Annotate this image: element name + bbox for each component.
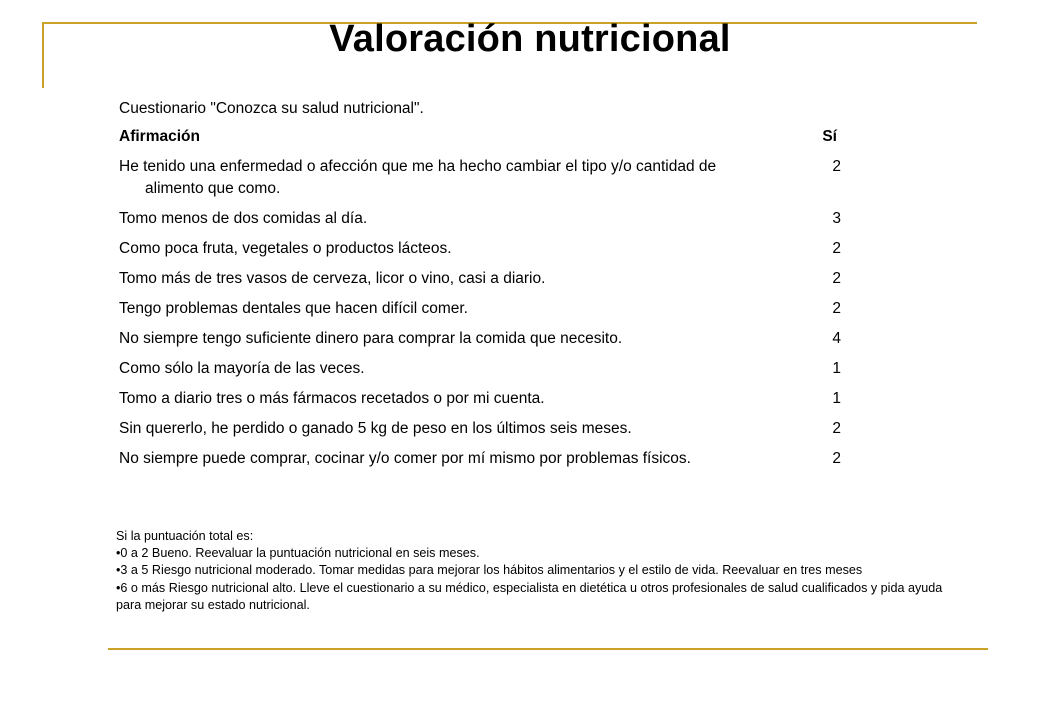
row-statement: Tomo a diario tres o más fármacos recetados o por mi cuenta. <box>119 390 545 407</box>
header-statement: Afirmación <box>119 128 200 145</box>
row-statement: No siempre puede comprar, cocinar y/o comer por mí mismo por problemas físicos. <box>119 450 691 467</box>
questionnaire-caption: Cuestionario "Conozca su salud nutricional". <box>119 100 424 117</box>
row-statement: Tomo más de tres vasos de cerveza, licor o vino, casi a diario. <box>119 270 546 287</box>
row-score: 2 <box>832 300 841 317</box>
notes-item <box>116 580 946 614</box>
row-statement: Tengo problemas dentales que hacen difícil comer. <box>119 300 468 317</box>
row-statement: Tomo menos de dos comidas al día. <box>119 210 368 227</box>
table-row <box>119 328 859 350</box>
notes-item-text: 3 a 5 Riesgo nutricional moderado. Tomar medidas para mejorar los hábitos alimentarios y el estilo de vida. Reevaluar en tres meses <box>120 563 863 578</box>
table-row <box>119 298 859 320</box>
table-row <box>119 418 859 440</box>
table-row <box>119 268 859 290</box>
row-score: 2 <box>832 240 841 257</box>
bullet-icon: • <box>116 580 121 595</box>
bottom-border-rule <box>108 648 988 650</box>
table-header-row <box>119 126 859 148</box>
bullet-icon: • <box>116 546 121 561</box>
notes-intro: Si la puntuación total es: <box>116 529 254 543</box>
notes-item <box>116 545 946 562</box>
table-row <box>119 238 859 260</box>
notes-item <box>116 562 946 579</box>
row-score: 2 <box>832 420 841 437</box>
row-statement: Como poca fruta, vegetales o productos lácteos. <box>119 240 452 257</box>
row-score: 3 <box>832 210 841 227</box>
table-row <box>119 208 859 230</box>
table-row <box>119 156 859 200</box>
scoring-notes <box>116 528 946 614</box>
row-statement: He tenido una enfermedad o afección que me ha hecho cambiar el tipo y/o cantidad de alimento que como. <box>119 158 717 197</box>
row-score: 2 <box>832 450 841 467</box>
row-score: 1 <box>832 390 841 407</box>
row-statement: Sin quererlo, he perdido o ganado 5 kg de peso en los últimos seis meses. <box>119 420 632 437</box>
table-row <box>119 388 859 410</box>
notes-item-text: 0 a 2 Bueno. Reevaluar la puntuación nutricional en seis meses. <box>120 546 480 561</box>
notes-item-text: 6 o más Riesgo nutricional alto. Lleve el cuestionario a su médico, especialista en dietética u otros profesionales de salud cualificados y pida ayuda para mejorar su estado nutricional. <box>116 580 943 612</box>
row-statement: No siempre tengo suficiente dinero para comprar la comida que necesito. <box>119 330 623 347</box>
questionnaire-table <box>119 126 859 478</box>
row-statement: Como sólo la mayoría de las veces. <box>119 360 365 377</box>
row-score: 2 <box>832 158 841 175</box>
row-score: 1 <box>832 360 841 377</box>
row-score: 4 <box>832 330 841 347</box>
table-row <box>119 448 859 470</box>
bullet-icon: • <box>116 563 121 578</box>
page-title: Valoración nutricional <box>329 18 731 60</box>
header-score: Sí <box>822 128 837 145</box>
row-score: 2 <box>832 270 841 287</box>
table-row <box>119 358 859 380</box>
